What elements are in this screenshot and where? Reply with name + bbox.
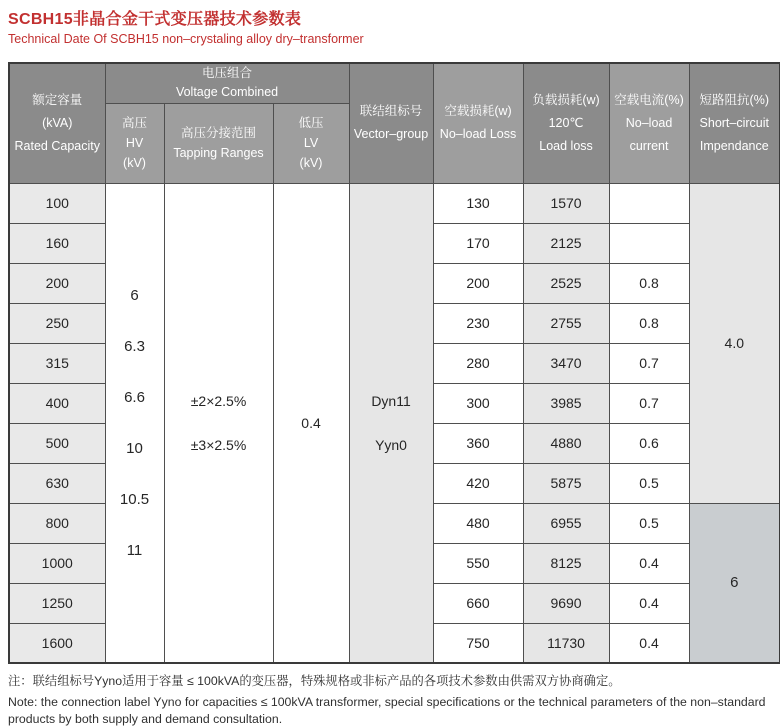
cell-no-load-loss: 660 — [433, 583, 523, 623]
header-line-en: Load loss — [539, 138, 593, 153]
cell-load-loss: 2755 — [523, 303, 609, 343]
hv-value: 10.5 — [119, 490, 150, 508]
hv-value: 6 — [130, 286, 139, 304]
cell-no-load-loss: 550 — [433, 543, 523, 583]
cell-no-load-loss: 480 — [433, 503, 523, 543]
hv-value: 6.3 — [124, 337, 145, 355]
cell-capacity: 500 — [9, 423, 105, 463]
header-line-zh: 联结组标号 — [359, 104, 423, 119]
header-line-unit: (kVA) — [42, 115, 73, 130]
cell-no-load-current: 0.5 — [609, 463, 689, 503]
cell-no-load-loss: 300 — [433, 383, 523, 423]
cell-no-load-current: 0.6 — [609, 423, 689, 463]
page-subtitle: Technical Date Of SCBH15 non–crystaling alloy dry–transformer — [8, 32, 364, 46]
col-header-voltage-combined — [105, 63, 349, 103]
cell-no-load-current: 0.8 — [609, 263, 689, 303]
col-header-hv — [105, 103, 164, 183]
cell-capacity: 250 — [9, 303, 105, 343]
cell-capacity: 315 — [9, 343, 105, 383]
cell-no-load-current — [609, 223, 689, 263]
cell-load-loss: 11730 — [523, 623, 609, 663]
cell-no-load-current — [609, 183, 689, 223]
cell-capacity: 1600 — [9, 623, 105, 663]
cell-no-load-loss: 360 — [433, 423, 523, 463]
spec-table — [8, 62, 780, 664]
col-header-no-load-current — [609, 63, 689, 183]
col-header-lv — [273, 103, 349, 183]
header-row-top — [9, 63, 780, 103]
header-line-zh: 空载电流(%) — [614, 92, 684, 107]
header-line-en: Rated Capacity — [14, 138, 100, 153]
cell-no-load-loss: 750 — [433, 623, 523, 663]
header-line-en: Voltage Combined — [175, 85, 279, 100]
cell-no-load-current: 0.8 — [609, 303, 689, 343]
header-line-en: Impendance — [699, 138, 769, 153]
cell-load-loss: 4880 — [523, 423, 609, 463]
col-header-tapping-ranges — [164, 103, 273, 183]
header-line-en: Tapping Ranges — [173, 146, 264, 160]
cell-capacity: 1000 — [9, 543, 105, 583]
header-line-zh: 额定容量 — [32, 92, 83, 107]
header-line-en: current — [629, 138, 669, 153]
cell-no-load-loss: 170 — [433, 223, 523, 263]
cell-vector-group — [349, 183, 433, 663]
col-header-short-circuit-impedance — [689, 63, 780, 183]
cell-capacity: 200 — [9, 263, 105, 303]
cell-load-loss: 1570 — [523, 183, 609, 223]
cell-load-loss: 2525 — [523, 263, 609, 303]
cell-capacity: 800 — [9, 503, 105, 543]
cell-no-load-current: 0.4 — [609, 583, 689, 623]
tapping-value: ±2×2.5% — [190, 392, 247, 409]
header-line-zh: 负载损耗(w) — [532, 92, 600, 107]
cell-capacity: 630 — [9, 463, 105, 503]
cell-tapping-ranges — [164, 183, 273, 663]
cell-load-loss: 6955 — [523, 503, 609, 543]
header-line-zh: 短路阻抗(%) — [699, 92, 769, 107]
cell-capacity: 1250 — [9, 583, 105, 623]
header-line-zh: 高压 — [121, 116, 147, 130]
cell-no-load-current: 0.5 — [609, 503, 689, 543]
header-line-temp: 120℃ — [548, 115, 584, 130]
cell-load-loss: 9690 — [523, 583, 609, 623]
cell-no-load-loss: 420 — [433, 463, 523, 503]
cell-lv-value: 0.4 — [273, 183, 349, 663]
cell-capacity: 160 — [9, 223, 105, 263]
header-line-zh: 高压分接范围 — [180, 126, 256, 140]
col-header-load-loss — [523, 63, 609, 183]
hv-value: 6.6 — [124, 388, 145, 406]
cell-load-loss: 8125 — [523, 543, 609, 583]
col-header-rated-capacity — [9, 63, 105, 183]
header-line-en: Short–circuit — [699, 115, 770, 130]
cell-no-load-current: 0.4 — [609, 623, 689, 663]
cell-impedance-low: 4.0 — [689, 183, 780, 503]
cell-no-load-current: 0.4 — [609, 543, 689, 583]
footnotes — [8, 673, 774, 728]
col-header-no-load-loss — [433, 63, 523, 183]
hv-value: 11 — [126, 541, 143, 559]
header-line-unit: (kV) — [299, 156, 323, 170]
cell-load-loss: 5875 — [523, 463, 609, 503]
header-line-zh: 电压组合 — [202, 66, 253, 81]
cell-load-loss: 3470 — [523, 343, 609, 383]
page-title: SCBH15非晶合金干式变压器技术参数表 — [8, 11, 302, 28]
header-line-zh: 空载损耗(w) — [444, 104, 512, 119]
cell-hv-values — [105, 183, 164, 663]
cell-capacity: 400 — [9, 383, 105, 423]
header-line-en: HV — [125, 136, 144, 150]
cell-capacity: 100 — [9, 183, 105, 223]
col-header-vector-group — [349, 63, 433, 183]
cell-no-load-current: 0.7 — [609, 383, 689, 423]
cell-no-load-loss: 130 — [433, 183, 523, 223]
cell-no-load-loss: 230 — [433, 303, 523, 343]
cell-load-loss: 2125 — [523, 223, 609, 263]
cell-no-load-current: 0.7 — [609, 343, 689, 383]
hv-value: 10 — [126, 439, 143, 457]
header-line-en: No–load — [625, 115, 673, 130]
header-line-unit: (kV) — [123, 156, 146, 170]
vector-group-value: Dyn11 — [371, 392, 411, 409]
header-line-en: No–load Loss — [439, 127, 517, 142]
header-line-en: LV — [303, 136, 319, 150]
cell-no-load-loss: 200 — [433, 263, 523, 303]
cell-load-loss: 3985 — [523, 383, 609, 423]
header-line-en: Vector–group — [353, 127, 429, 142]
tapping-value: ±3×2.5% — [190, 436, 247, 453]
cell-impedance-high: 6 — [689, 503, 780, 663]
table-row — [9, 183, 780, 223]
cell-no-load-loss: 280 — [433, 343, 523, 383]
vector-group-value: Yyn0 — [375, 436, 407, 453]
note-en: Note: the connection label Yyno for capacities ≤ 100kVA transformer, special specifications or the technical parameters of the non–standard products by both supply and demand consultation. — [8, 695, 766, 726]
header-line-zh: 低压 — [298, 116, 324, 130]
note-zh: 注：联结组标号Yyno适用于容量 ≤ 100kVA的变压器，特殊规格或非标产品的各项技术参数由供需双方协商确定。 — [8, 674, 621, 688]
